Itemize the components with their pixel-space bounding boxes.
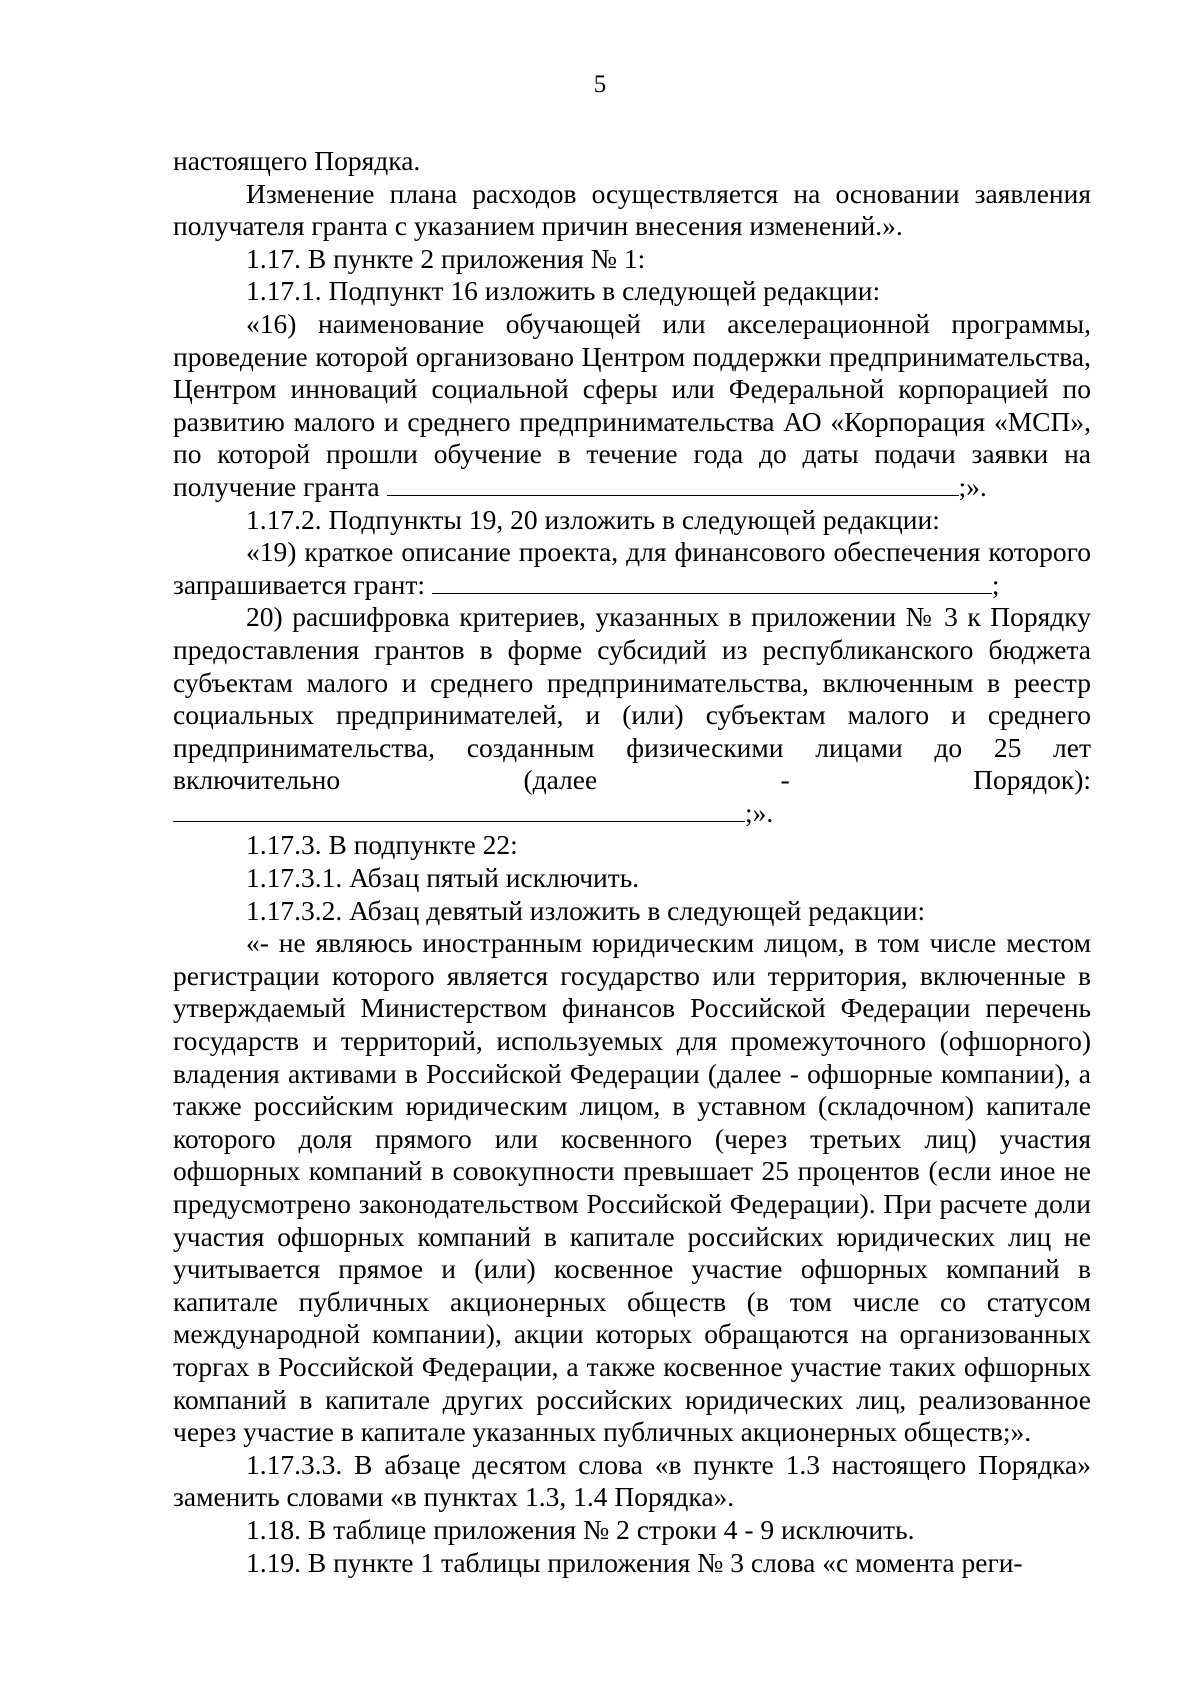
paragraph: 1.18. В таблице приложения № 2 строки 4 - 9 исключить. (246, 1513, 915, 1545)
document-body (173, 145, 1091, 1579)
paragraph: 1.17. В пункте 2 приложения № 1: (246, 242, 646, 274)
paragraph-text: 20) расшифровка критериев, указанных в приложении № 3 к Порядку предоставления грантов в форме субсидий из республиканского бюджета субъектам малого и среднего предпринимательства, включенным в реестр социальных предпринимателей, и (или) субъектам малого и среднего предпринимательства, созданным физическими лицами до 25 лет включительно (далее - Порядок): (173, 601, 1091, 796)
paragraph-tail: ; (991, 568, 1000, 600)
paragraph: настоящего Порядка. (173, 145, 421, 176)
paragraph: Изменение плана расходов осуществляется на основании заявления получателя гранта с указанием причин внесения изменений.». (173, 177, 1091, 242)
paragraph: 1.17.3.1. Абзац пятый исключить. (246, 862, 640, 894)
paragraph (173, 308, 1091, 504)
fill-in-blank (173, 797, 745, 822)
paragraph (173, 601, 1091, 829)
paragraph: 1.17.3.2. Абзац девятый изложить в следующей редакции: (246, 894, 926, 926)
paragraph (173, 536, 1091, 601)
paragraph: 1.17.3.3. В абзаце десятом слова «в пункте 1.3 настоящего Порядка» заменить словами «в пунктах 1.3, 1.4 Порядка». (173, 1448, 1091, 1513)
paragraph: 1.19. В пункте 1 таблицы приложения № 3 слова «с момента реги- (246, 1546, 1023, 1578)
paragraph: 1.17.2. Подпункты 19, 20 изложить в следующей редакции: (246, 503, 940, 535)
paragraph-text: «19) краткое описание проекта, для финансового обеспечения которого запрашивается грант: (173, 536, 1091, 600)
paragraph-text: «16) наименование обучающей или акселерационной программы, проведение которой организовано Центром поддержки предпринимательства, Центром инноваций социальной сферы или Федеральной корпорацией по развитию малого и среднего предпринимательства АО «Корпорация «МСП», по которой прошли обучение в течение года до даты подачи заявки на получение гранта (173, 307, 1091, 502)
paragraph-tail: ;». (745, 796, 774, 828)
page-number: 5 (593, 71, 607, 98)
fill-in-blank (432, 569, 992, 594)
fill-in-blank (387, 471, 959, 496)
paragraph: 1.17.3. В подпункте 22: (246, 829, 518, 861)
paragraph: «- не являюсь иностранным юридическим лицом, в том числе местом регистрации которого является государство или территория, включенные в утверждаемый Министерством финансов Российской Федерации перечень государств и территорий, используемых для промежуточного (офшорного) владения активами в Российской Федерации (далее - офшорные компании), а также российским юридическим лицом, в уставном (складочном) капитале которого доля прямого или косвенного (через третьих лиц) участия офшорных компаний в совокупности превышает 25 процентов (если иное не предусмотрено законодательством Российской Федерации). При расчете доли участия офшорных компаний в капитале российских юридических лиц не учитывается прямое и (или) косвенное участие офшорных компаний в капитале публичных акционерных обществ (в том числе со статусом международной компании), акции которых обращаются на организованных торгах в Российской Федерации, а также косвенное участие таких офшорных компаний в капитале других российских юридических лиц, реализованное через участие в капитале указанных публичных акционерных обществ;». (173, 927, 1091, 1448)
paragraph-tail: ;». (958, 470, 987, 502)
paragraph: 1.17.1. Подпункт 16 изложить в следующей редакции: (246, 275, 881, 307)
